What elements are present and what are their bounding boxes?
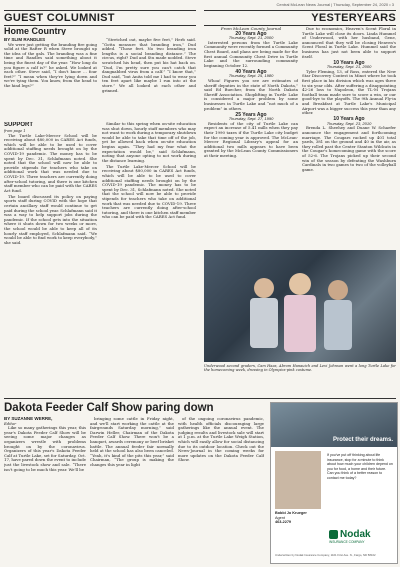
yester-40-body: Whoa! Figures you see are estimates of sheriff deputies in the state of North Dakota,” said Ed Buecher, from the North Dakota Sheriff Association. Shoplifting in Turtle Lake is considered a major problem by some businesses in Turtle Lake and “not much of a problem” in others. bbox=[204, 78, 298, 111]
agent-name: Bobbi Jo Krueger bbox=[275, 511, 307, 515]
dakota-column-2 bbox=[90, 417, 174, 563]
yester-from: From McLean County Journal bbox=[220, 27, 282, 31]
yester-20-body: Interested persons from the Turtle Lake Community were recently formed a Community Chest Board, and plans are being made for the first annual Community Chest Drive in Turtle Lake and the surrounding community beginning October 12. bbox=[204, 39, 298, 68]
yester-10-years-a: 10 Years Ago bbox=[333, 59, 365, 66]
dakota-byline: BY SUZANNE WERRE, bbox=[4, 417, 53, 421]
dakota-role: Editor bbox=[4, 420, 17, 426]
yester-column-2 bbox=[302, 27, 396, 245]
yester-25-date: Thursday, Sept. 27, 1990 bbox=[228, 116, 274, 122]
dakota-body-3: of the ongoing coronavirus pandemic, with health officials discouraging large gatherings like the annual event. The judging results and livestock sale will start at 1 p.m. at the Turtle Lake Weigh Station, which will easily allow for social distancing due to its outdoor location. Check out the News-Journal in the coming weeks for more updates on the Dakota Feeder Calf Show. bbox=[178, 417, 264, 463]
guest-body-2: “Stretched out, maybe five feet,” Herb said. “Gotta measure that branding iron,” Dud added. “Those feet. No two branding iron lengths is a social branding distance.” The circus, right? Dud and Stu made nodded. Steve scratched his head, then put his hat back on. “Dud, I'm pretty sure you can't catch that dangnabbed virus from a calf.” “I know that,” Dud said, “but Anita told me I had to wear you ten feet apart like maybe I run into at the store.” We all looked at each other and grinned. bbox=[102, 38, 196, 93]
yester-40-date: Thursday, Sept. 25, 1980 bbox=[228, 73, 274, 79]
yester-20-years: 20 Years Ago bbox=[235, 30, 267, 37]
dakota-body-1: Like so many gatherings this year, this year's Dakota Feeder Calf Show will be seeing some major changes as organizers wrestle with problems brought on by the coronavirus. Organizers of this year's Dakota Feeder Calf at Turtle Lake, set for Saturday, Oct. 17, have pared down the event to include just the livestock show and sale. “There isn't going to be much this year. We'll be bbox=[4, 425, 86, 472]
nodak-brand: Nodak bbox=[340, 529, 371, 540]
yester-floral-body: Due to economics, Heaven's Scent Floral in Turtle Lake will close its doors. Linda Hummel of Underwood, with her husband, Gene, announced that they will be closing Heaven's Scent Floral in Turtle Lake. Hummel said the business has just not been able to support itself. bbox=[302, 27, 396, 59]
support-body-3: Similar to this spring when on-site education was shut down, hourly staff members who may not want to work during a temporary shutdown would be able to take that time off of the job, yet be allowed back when on-site education begins again. “They had my fear what the expectation would be,” said Schlafmann, noting that anyone opting to not work during the distance learning. bbox=[102, 122, 196, 163]
yester-10a-body: Tyler Fleming, 13, of Ross, entered the New Star Discovery Contest in Minot where he took first place in his division which was ages three to six year olds. After suffering a disappointing 42-26 loss to Napoleon, the TL-M Trojans football team made sure to score a win, or our good-bye to the playoffs. The 9th Annual Fly-in and Breakfast at Turtle Lake's Municipal Airport was a bigger success this year than any other. bbox=[302, 68, 396, 116]
guest-headline: Home Country bbox=[4, 27, 67, 35]
yester-10-years-b: 10 Years Ago bbox=[333, 116, 365, 123]
support-headline: SUPPORT bbox=[4, 122, 34, 128]
yester-40-years: 40 Years Ago bbox=[235, 68, 267, 75]
agent-info bbox=[275, 511, 325, 525]
yester-10b-date: Thursday, Sept. 23, 2010 bbox=[326, 120, 372, 126]
yester-10a-date: Thursday, Sept. 21, 2000 bbox=[326, 64, 372, 70]
agent-photo bbox=[275, 451, 321, 509]
guest-column-2 bbox=[102, 38, 196, 116]
ad-footer: Underwritten by Nodak Insurance Company, 1101 First Ave. N., Fargo, ND 58102 bbox=[275, 553, 376, 557]
yester-10b-body: Brenda L. Sheehey and Duane W. Schaefer announce the engagement and forthcoming marriage. The Cougars racked up 401 total yards, 381 on the ground and 40 in the air, as they rolled past the Center Stanton Wildcats in the Cougar's homecoming game with the score of 52-6. The Trojans picked up their second win of the season by defeating the Washburn Cardinals in two games to two of the volleyball game. bbox=[302, 125, 396, 172]
yester-25-years: 25 Years Ago bbox=[235, 111, 267, 118]
guest-headline-wrap bbox=[4, 27, 196, 35]
dakota-headline: Dakota Feeder Calf Show paring down bbox=[4, 402, 214, 414]
support-body-2: The board discussed its policy on paying sports staff during COVID with the hope that certain ancillary staff would continue to get paid during the school year. Schlafmann said it was a way to help support jobs during the pandemic. If the school gets into the situation where it shuts down for two weeks or more, the school would be able to keep all of its hourly staff employed, Schlafmann said. “We would be able to find work to keep everybody,” she said. bbox=[4, 193, 97, 245]
yesteryears-header: YESTERYEARS bbox=[204, 10, 396, 26]
nodak-ad bbox=[270, 402, 398, 564]
divider bbox=[4, 398, 396, 399]
ad-tagline: Protect their dreams. bbox=[332, 437, 393, 443]
agent-title: Agent bbox=[275, 515, 285, 520]
dakota-column-1 bbox=[4, 417, 86, 563]
dakota-body-2: bringing some cattle in Friday night, and we'll start working the cattle at the fairgrounds Saturday morning,” said Darwin Heller, Chairman of the Dakota Feeder Calf Show. There won't be a banquet, awards ceremony or beef brisket battle. The annual feeder fair normally held at the school has also been canceled. “Yeah, it's kind of the pits this year,” said Chairman, “The group is making the changes this year in light bbox=[90, 417, 174, 467]
masthead: Central McLean News Journal | Thursday, September 24, 2020 • 3 bbox=[276, 2, 394, 7]
guest-byline: BY SLIM RANDLES bbox=[4, 38, 46, 42]
yester-column-1 bbox=[204, 27, 298, 245]
support-column-2 bbox=[102, 122, 196, 394]
yester-25-body: Residents of the city of Turtle Lake can expect an increase of 5.41 mills when they pay their 1990 taxes if the Turtle Lake city budget for the coming year is approved. The McLean-Mercer Regional Library's appeal for an additional two mills appears to have been granted by the McLean County Commissioners at their meeting. bbox=[204, 120, 298, 159]
ad-photo bbox=[271, 403, 397, 447]
nodak-logo bbox=[329, 529, 393, 544]
support-column-1 bbox=[4, 122, 97, 394]
guest-body-1: We were just getting the branding fire going solid at the Rafter R when Steve brought up the idea of the gals. The branding was a fine time and Randles said something about it being the finest day of the year. “How long do you figure a calf is?” he asked. We looked at each other. Steve said, “I don't know … four feet?” “I mean when they're lying down and we're tying them. You know, from the head to the hind legs?” bbox=[4, 41, 97, 88]
ad-body: If you've put off thinking about life insurance, stop for a minute to think about how much your children depend on you for food, a home and their future. Can you think of a better reason to contact me today? bbox=[327, 453, 393, 480]
photo-figures bbox=[204, 250, 396, 362]
support-body-1: The Turtle Lake-Mercer School will be receiving about $80,000 in CARES Act funds, which will be able to be used to cover additional staffing needs brought on by the COVID-19 pandemic. The money has to be spent by Dec. 31, Schlafmann noted. She noted that the school will now be able to provide stipends for teachers who take on additional work that was needed due to COVID-19. Three teachers are currently doing after-school tutoring, and there is one kitchen staff member who can be paid with the CARES Act fund. bbox=[4, 132, 97, 193]
agent-phone: 463-2279 bbox=[275, 520, 292, 525]
guest-column-1 bbox=[4, 38, 97, 116]
homecoming-photo bbox=[204, 250, 396, 362]
photo-caption: Underwood second graders, Cam Haas, Abrom Hanauich and Levi Johnson went a long Turtle Lake for the homecoming week, dressing in Olympics-pink costume. bbox=[204, 364, 396, 373]
dakota-column-3 bbox=[178, 417, 264, 563]
yester-20-date: Thursday, Sept. 21, 2000 bbox=[228, 35, 274, 41]
support-body-1b: The Turtle Lake-Mercer School will be receiving about $80,000 in CARES Act funds, which will be able to be used to cover additional staffing needs brought on by the COVID-19 pandemic. The money has to be spent by Dec. 31, Schlafmann noted. She noted that the school will now be able to provide stipends for teachers who take on additional work that was needed due to COVID-19. Three teachers are currently doing after-school tutoring, and there is one kitchen staff member who can be paid with the CARES Act fund. bbox=[102, 163, 196, 220]
guest-columnist-header: GUEST COLUMNIST bbox=[4, 10, 196, 26]
nodak-logo-icon bbox=[329, 530, 338, 539]
nodak-brand-sub: INSURANCE COMPANY bbox=[329, 540, 365, 544]
support-from: from page 1 bbox=[4, 129, 26, 133]
